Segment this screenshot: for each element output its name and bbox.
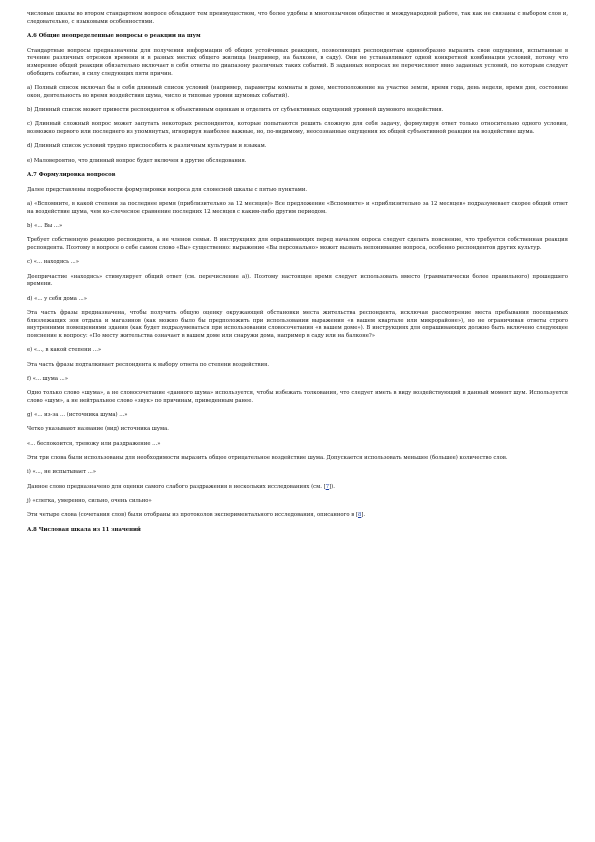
list-item-d: d) Длинный список условий трудно приспособить к различным культурам и языкам. (27, 143, 267, 150)
paragraph: числовые шкалы во втором стандартном вопросе обладают тем преимуществом, что более удобны в многоязычном обществе и международной работе, так как не связаны с выбором слов и, следовательно, с языковыми особенностями. (27, 11, 568, 25)
paragraph (27, 512, 568, 520)
text-span: Данное слово предназначено для оценки самого слабого раздражения в нескольких исследованиях (см. [ (27, 483, 326, 490)
subitem-b: b) «... Вы ...» (27, 223, 63, 229)
section-heading-a7: А.7 Формулировка вопросов (27, 172, 116, 178)
paragraph: Далее представлены подробности формулировки вопроса для словесной шкалы с пятью пунктами. (27, 186, 308, 193)
paragraph: Четко указывают название (вид) источника шума. (27, 426, 169, 433)
subitem-h: «... беспокоится, тревожу или раздражение ...» (27, 440, 161, 447)
text-span: ]. (361, 512, 366, 519)
paragraph (27, 484, 568, 492)
paragraph: Требует собственную реакцию респондента, а не членов семьи. В инструкциях для опрашивающих перед началом опроса следует сделать пояснение, что требуется собственная реакция респондента. Поэтому в вопросе о себе самом слово «Вы» существенно: выражение «Вы персонально» может вызвать непонимание вопроса, особенно респондентов других культур. (27, 237, 568, 251)
paragraph: Эта часть фразы предназначена, чтобы получить общую оценку окружающей обстановки места жительства респондента, исключая рассмотрение места пребывания посещаемых близлежащих зон отдыха и магазинов (как можно было бы предположить при использовании выражения «в вашем квартале или микрорайоне»), но не ограничивая ответы строго внутренними помещениями здания (как будет подразумеваться при использовании словосочетания «в вашем доме»). В инструкциях для опрашивающих должно быть включено следующее пояснение к вопросу: «По месту жительства означает в вашем доме или снаружи дома, например в саду или на балконе?» (27, 309, 568, 339)
section-heading-a8: А.8 Числовая шкала из 11 значений (27, 526, 141, 533)
subitem-d: d) «... у себя дома ...» (27, 295, 87, 302)
paragraph: Эти три слова были использованы для необходимости выразить общее отрицательное воздействие шума. Допускается использовать меньшее (большее) количество слов. (27, 455, 508, 462)
paragraph: Одно только слово «шума», а не словосочетание «данного шума» используется, чтобы избежать толкования, что следует иметь в виду воздействующий в данный момент шум. Используется слово «шум», а не нейтральное слово «звук» по причинам, приведенным ранее. (27, 390, 568, 404)
text-span: Эти четыре слова (сочетания слов) были отобраны из протоколов экспериментального исследования, описанного в [ (27, 512, 358, 519)
subitem-f: f) «... шума ...» (27, 375, 68, 382)
paragraph: Эта часть фразы подталкивает респондента к выбору ответа по степени воздействия. (27, 361, 270, 368)
paragraph: Стандартные вопросы предназначены для получения информации об общих устойчивых реакциях, позволяющих респондентам единообразно выразить свои ощущения, испытанные в течение различных отрезков времени и в разных местах общего жилища (например, на балконе, в саду). Они не устанавливают одной конкретной комбинации условий, потому что измерение общей реакции обязательно включает в себя ответы по диапазону различных таких событий. В заданных вопросах не перечисляют явно заданных условий, по которым следует обобщить событие, в силу следующих пяти причин. (27, 47, 568, 77)
list-item-a: а) Полный список включал бы в себя длинный список условий (например, параметры комнаты в доме, местоположение на участке земли, время года, день недели, время дня, состояние окон, деятельность во время воздействия шума, число и типовые уровни шумовых событий). (27, 85, 568, 99)
document-page (27, 11, 568, 541)
paragraph: Деепричастие «находясь» стимулирует общий ответ (см. перечисление а)). Поэтому настоящее время следует использовать вместо (грамматически более правильного) прошедшего времени. (27, 273, 568, 288)
reference-link[interactable]: 7 (325, 483, 330, 490)
subitem-i: i) «..., не испытывает ...» (27, 469, 97, 476)
list-item-e: е) Маловероятно, что длинный вопрос будет включен в другие обследования. (27, 157, 247, 164)
section-heading-a6: А.6 Общие неопределенные вопросы о реакции на шум (27, 33, 201, 39)
subitem-c: с) «... находясь ...» (27, 259, 79, 266)
list-item-b: b) Длинный список может привести респондентов к объективным оценкам и отделить от субъективных ощущений уровней шумового воздействия. (27, 107, 444, 114)
text-span: ]). (329, 483, 335, 490)
reference-link[interactable]: 8 (357, 512, 362, 519)
subitem-e: е) «..., в какой степени ...» (27, 347, 102, 354)
list-item-c: с) Длинный сложный вопрос может запутать некоторых респондентов, которые попытаются решить сложную для себя задачу, формулируя ответ только относительно одного условия, возможно первого или последнего из упомянутых, игнорируя наиболее важные, но, по-видимому, неосознанные ощущения их общей субъективной реакции на воздействие шума. (27, 121, 568, 136)
subitem-j: j) «слегка, умеренно, сильно, очень сильно» (27, 497, 152, 504)
subitem-g: g) «... из-за ... (источника шума) ...» (27, 412, 128, 419)
list-item-a: а) «Вспомните, в какой степени за последнее время (приблизительно за 12 месяцев)» Все предложение «Вспомните» и «приблизительно за 12 месяцев» подразумевает скорее общий ответ на воздействие шума, чем ко-слечесное сравнение последних 12 месяцев с каким-либо другим периодом. (27, 201, 568, 215)
